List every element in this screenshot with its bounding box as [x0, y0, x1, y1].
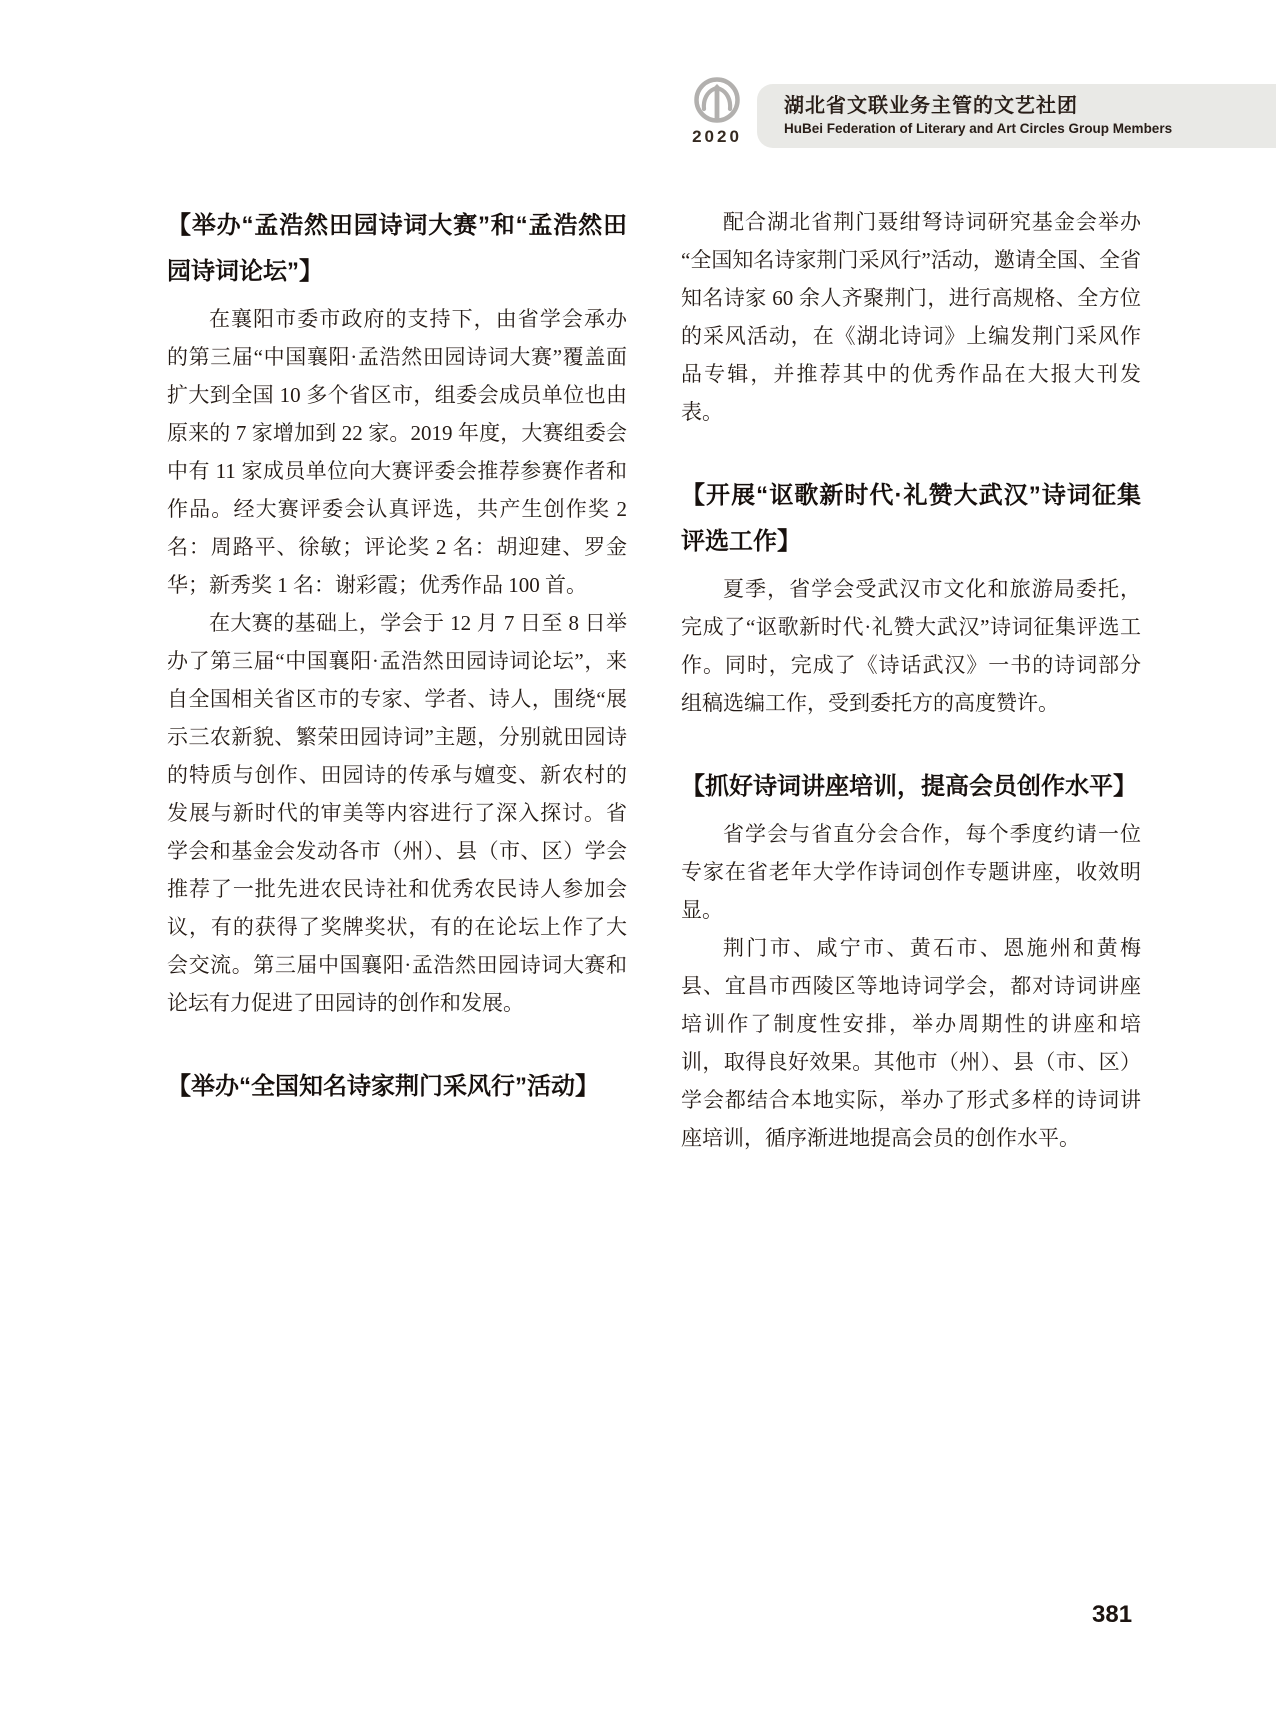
- publisher-logo-block: [686, 76, 748, 147]
- section-heading: 【开展“讴歌新时代·礼赞大武汉”诗词征集评选工作】: [681, 482, 1141, 555]
- left-column: [167, 203, 627, 1157]
- body-paragraph: 配合湖北省荆门聂绀弩诗词研究基金会举办“全国知名诗家荆门采风行”活动，邀请全国、全省知名诗家 60 余人齐聚荆门，进行高规格、全方位的采风活动，在《湖北诗词》上编发荆门采风作品专辑，并推荐其中的优秀作品在大报大刊发表。: [681, 210, 1141, 424]
- header-title-en: HuBei Federation of Literary and Art Circles Group Members: [784, 121, 1173, 136]
- section-heading: 【举办“孟浩然田园诗词大赛”和“孟浩然田园诗词论坛”】: [167, 212, 627, 285]
- section-heading: 【举办“全国知名诗家荆门采风行”活动】: [167, 1073, 599, 1100]
- body-paragraph: 在襄阳市委市政府的支持下，由省学会承办的第三届“中国襄阳·孟浩然田园诗词大赛”覆盖面扩大到全国 10 多个省区市，组委会成员单位也由原来的 7 家增加到 22 家。2019 年度，大赛组委会中有 11 家成员单位向大赛评委会推荐参赛作者和作品。经大赛评委会认真评选，共产生创作奖 2 名：周路平、徐敏；评论奖 2 名：胡迎建、罗金华；新秀奖 1 名：谢彩霞；优秀作品 100 首。: [167, 307, 627, 597]
- section-heading: 【抓好诗词讲座培训，提高会员创作水平】: [681, 773, 1137, 800]
- body-paragraph: 夏季，省学会受武汉市文化和旅游局委托，完成了“讴歌新时代·礼赞大武汉”诗词征集评选工作。同时，完成了《诗话武汉》一书的诗词部分组稿选编工作，受到委托方的高度赞许。: [681, 577, 1141, 715]
- page-body: [167, 203, 1141, 1157]
- header-band: [757, 84, 1276, 148]
- header-title-cn: 湖北省文联业务主管的文艺社团: [784, 95, 1078, 117]
- body-paragraph: 在大赛的基础上，学会于 12 月 7 日至 8 日举办了第三届“中国襄阳·孟浩然田园诗词论坛”，来自全国相关省区市的专家、学者、诗人，围绕“展示三农新貌、繁荣田园诗词”主题，分别就田园诗的特质与创作、田园诗的传承与嬗变、新农村的发展与新时代的审美等内容进行了深入探讨。省学会和基金会发动各市（州）、县（市、区）学会推荐了一批先进农民诗社和优秀农民诗人参加会议，有的获得了奖牌奖状，有的在论坛上作了大会交流。第三届中国襄阳·孟浩然田园诗词大赛和论坛有力促进了田园诗的创作和发展。: [167, 611, 627, 1015]
- logo-year: 2020: [692, 127, 742, 146]
- body-paragraph: 省学会与省直分会合作，每个季度约请一位专家在省老年大学作诗词创作专题讲座，收效明显。: [681, 822, 1141, 922]
- body-paragraph: 荆门市、咸宁市、黄石市、恩施州和黄梅县、宜昌市西陵区等地诗词学会，都对诗词讲座培训作了制度性安排，举办周期性的讲座和培训，取得良好效果。其他市（州）、县（市、区）学会都结合本地实际，举办了形式多样的诗词讲座培训，循序渐进地提高会员的创作水平。: [681, 936, 1141, 1150]
- page-number: 381: [1092, 1601, 1133, 1628]
- federation-emblem-icon: [693, 76, 741, 126]
- right-column: [681, 203, 1141, 1157]
